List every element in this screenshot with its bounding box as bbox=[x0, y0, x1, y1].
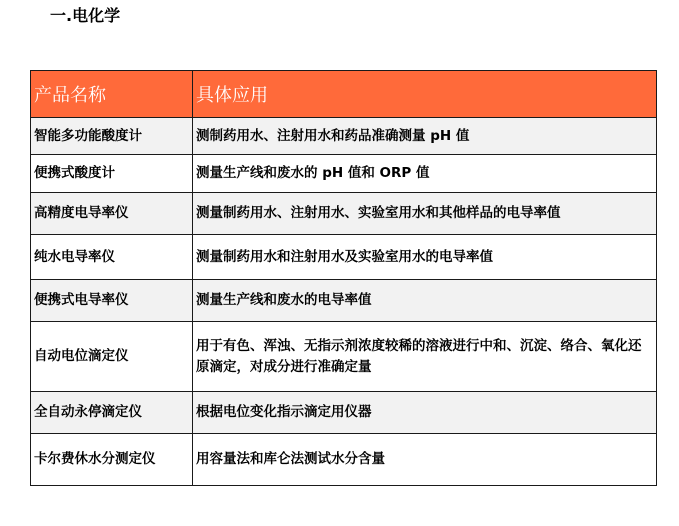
product-table bbox=[30, 70, 657, 486]
product-application-cell: 根据电位变化指示滴定用仪器 bbox=[193, 392, 657, 434]
product-application-cell: 用于有色、浑浊、无指示剂浓度较稀的溶液进行中和、沉淀、络合、氧化还原滴定，对成分进行准确定量 bbox=[193, 322, 657, 392]
product-name-cell: 便携式酸度计 bbox=[31, 155, 193, 193]
product-name-cell: 纯水电导率仪 bbox=[31, 235, 193, 280]
table-header-row bbox=[31, 71, 657, 118]
product-application-cell: 测量生产线和废水的 pH 值和 ORP 值 bbox=[193, 155, 657, 193]
table-row bbox=[31, 322, 657, 392]
product-application-cell: 测量制药用水、注射用水、实验室用水和其他样品的电导率值 bbox=[193, 193, 657, 235]
table-row bbox=[31, 235, 657, 280]
product-name-cell: 自动电位滴定仪 bbox=[31, 322, 193, 392]
table-row bbox=[31, 280, 657, 322]
table-row bbox=[31, 434, 657, 486]
column-header-name: 产品名称 bbox=[31, 71, 193, 118]
product-application-cell: 测量制药用水和注射用水及实验室用水的电导率值 bbox=[193, 235, 657, 280]
table-row bbox=[31, 118, 657, 155]
product-application-cell: 测量生产线和废水的电导率值 bbox=[193, 280, 657, 322]
product-name-cell: 卡尔费休水分测定仪 bbox=[31, 434, 193, 486]
column-header-application: 具体应用 bbox=[193, 71, 657, 118]
product-name-cell: 全自动永停滴定仪 bbox=[31, 392, 193, 434]
section-title: 一.电化学 bbox=[50, 6, 121, 25]
table-row bbox=[31, 193, 657, 235]
product-application-cell: 用容量法和库仑法测试水分含量 bbox=[193, 434, 657, 486]
product-name-cell: 便携式电导率仪 bbox=[31, 280, 193, 322]
product-application-cell: 测制药用水、注射用水和药品准确测量 pH 值 bbox=[193, 118, 657, 155]
product-name-cell: 高精度电导率仪 bbox=[31, 193, 193, 235]
table-row bbox=[31, 392, 657, 434]
table-row bbox=[31, 155, 657, 193]
product-name-cell: 智能多功能酸度计 bbox=[31, 118, 193, 155]
